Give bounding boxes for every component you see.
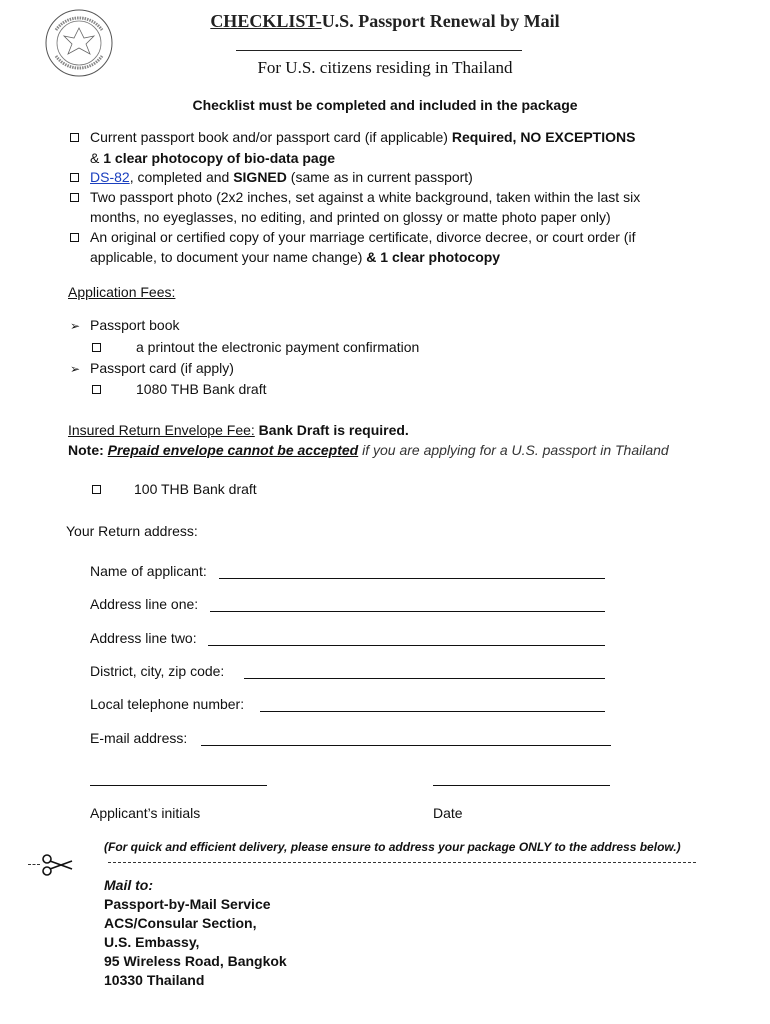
document-subtitle: For U.S. citizens residing in Thailand — [257, 58, 513, 77]
fee-card-bank-draft: 1080 THB Bank draft — [136, 381, 267, 397]
instruction-heading: Checklist must be completed and included in the package — [192, 97, 578, 113]
checkbox-payment-confirmation[interactable] — [92, 343, 101, 352]
envelope-fee-heading: Insured Return Envelope Fee: — [68, 422, 255, 438]
item1-text: Current passport book and/or passport card (if applicable) — [90, 129, 452, 145]
delivery-note: (For quick and efficient delivery, please ensure to address your package ONLY to the address below.) — [104, 840, 681, 854]
item1-photocopy: 1 clear photocopy of bio-data page — [103, 150, 336, 166]
arrow-bullet-icon: ➢ — [70, 319, 81, 333]
envelope-fee-required: Bank Draft is required. — [254, 422, 409, 438]
note-emphasis: Prepaid envelope cannot be accepted — [107, 442, 359, 458]
email-address-field[interactable] — [201, 745, 611, 746]
checkbox-marriage-cert[interactable] — [70, 233, 79, 242]
envelope-fee-line — [68, 422, 409, 438]
fee-passport-card: Passport card (if apply) — [90, 360, 234, 376]
mail-to-line1: Passport-by-Mail Service — [104, 896, 271, 912]
date-label: Date — [433, 805, 463, 821]
initials-label: Applicant’s initials — [90, 805, 201, 821]
local-telephone-field[interactable] — [260, 711, 605, 712]
address-line-two-label: Address line two: — [90, 630, 197, 646]
mail-to-block — [104, 876, 287, 990]
arrow-bullet-icon: ➢ — [70, 362, 81, 376]
title-checklist: CHECKLIST- — [210, 11, 322, 31]
mail-to-line4: 95 Wireless Road, Bangkok — [104, 953, 287, 969]
envelope-bank-draft: 100 THB Bank draft — [134, 481, 257, 497]
ds82-link[interactable]: DS-82 — [90, 169, 130, 185]
return-address-heading: Your Return address: — [66, 523, 198, 539]
name-of-applicant-label: Name of applicant: — [90, 563, 207, 579]
checklist-item-photo-line2: months, no eyeglasses, no editing, and printed on glossy or matte photo paper only) — [90, 209, 611, 225]
mail-to-label: Mail to: — [104, 877, 153, 893]
checkbox-photo[interactable] — [70, 193, 79, 202]
checklist-item-marriage-line1: An original or certified copy of your marriage certificate, divorce decree, or court order (if — [90, 229, 636, 245]
envelope-note — [68, 442, 669, 458]
item4-photocopy: & 1 clear photocopy — [366, 249, 501, 265]
date-field[interactable] — [433, 785, 610, 786]
district-city-zip-field[interactable] — [244, 678, 605, 679]
checkbox-card-bank-draft[interactable] — [92, 385, 101, 394]
checklist-item-marriage-line2 — [90, 249, 500, 265]
title-main: U.S. Passport Renewal by Mail — [321, 11, 560, 31]
title-rule — [236, 50, 522, 51]
note-label: Note: — [68, 442, 108, 458]
initials-field[interactable] — [90, 785, 267, 786]
mail-to-line3: U.S. Embassy, — [104, 934, 200, 950]
fee-passport-book: Passport book — [90, 317, 180, 333]
mail-to-line5: 10330 Thailand — [104, 972, 205, 988]
item1-amp: & — [90, 150, 104, 166]
fee-payment-confirmation: a printout the electronic payment confirmation — [136, 339, 420, 355]
scissors-icon — [38, 852, 74, 878]
cut-line-left — [28, 864, 40, 865]
address-line-one-field[interactable] — [210, 611, 605, 612]
mail-to-line2: ACS/Consular Section, — [104, 915, 257, 931]
address-line-two-field[interactable] — [208, 645, 605, 646]
checklist-item-passport-copy — [90, 150, 335, 166]
document-title — [0, 11, 770, 32]
item2-rest: (same as in current passport) — [286, 169, 473, 185]
checklist-item-passport — [90, 129, 635, 145]
cut-line — [108, 862, 696, 863]
address-line-one-label: Address line one: — [90, 596, 199, 612]
checklist-item-ds82 — [90, 169, 473, 185]
item4-text: applicable, to document your name change) — [90, 249, 367, 265]
checkbox-passport-book[interactable] — [70, 133, 79, 142]
checkbox-envelope-bank-draft[interactable] — [92, 485, 101, 494]
item2-signed: SIGNED — [233, 169, 287, 185]
district-city-zip-label: District, city, zip code: — [90, 663, 225, 679]
email-address-label: E-mail address: — [90, 730, 188, 746]
item2-text: , completed and — [129, 169, 234, 185]
application-fees-heading: Application Fees: — [68, 284, 176, 300]
note-rest: if you are applying for a U.S. passport in Thailand — [358, 442, 669, 458]
local-telephone-label: Local telephone number: — [90, 696, 245, 712]
name-of-applicant-field[interactable] — [219, 578, 605, 579]
item1-required: Required, NO EXCEPTIONS — [451, 129, 636, 145]
checklist-item-photo-line1: Two passport photo (2x2 inches, set against a white background, taken within the last six — [90, 189, 641, 205]
checkbox-ds82[interactable] — [70, 173, 79, 182]
